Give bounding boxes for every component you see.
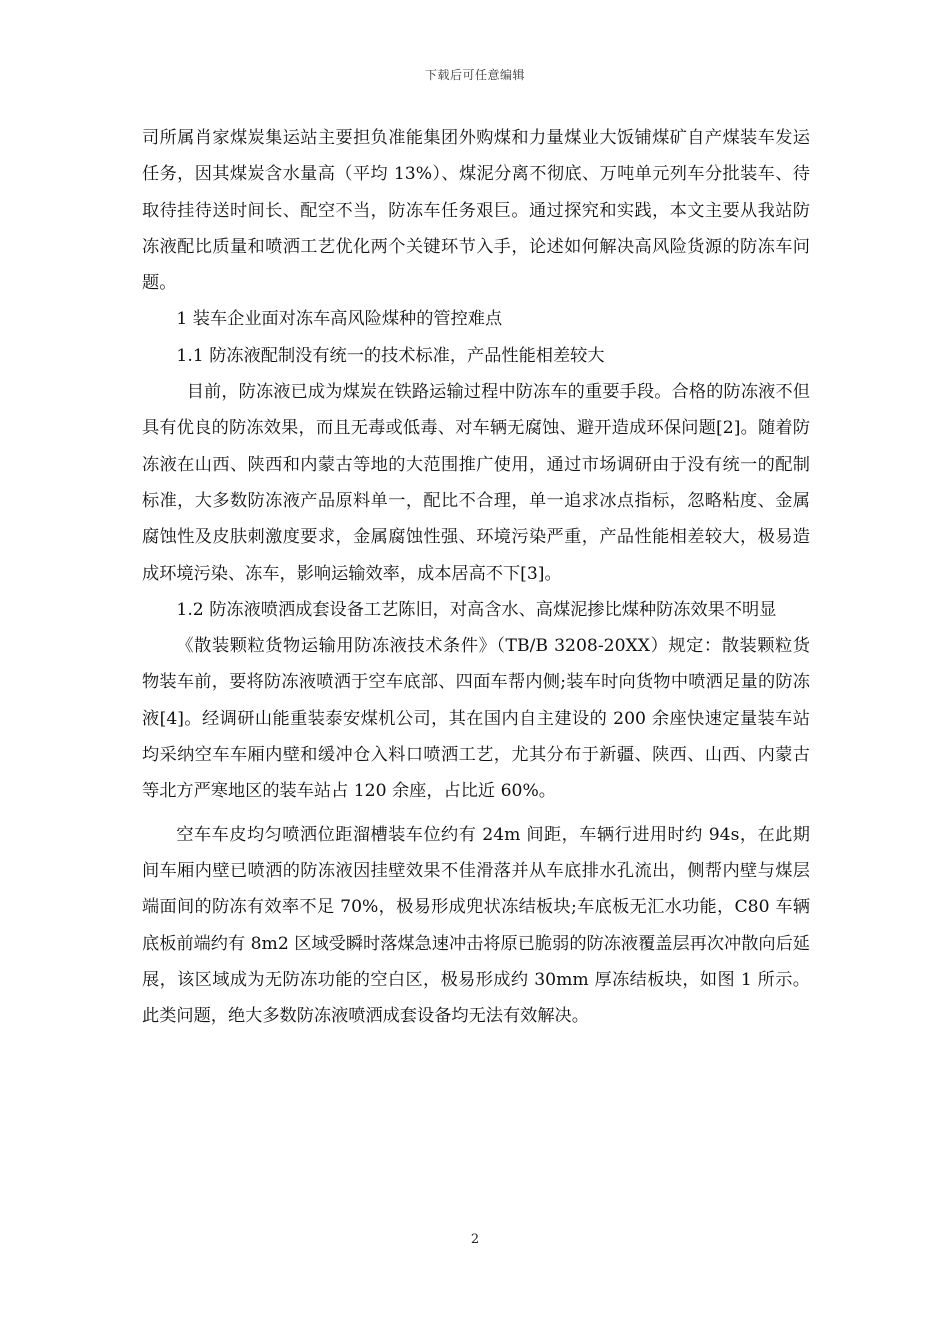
paragraph-intro-continued: 司所属肖家煤炭集运站主要担负准能集团外购煤和力量煤业大饭铺煤矿自产煤装车发运任务，因其煤炭含水量高（平均 13%）、煤泥分离不彻底、万吨单元列车分批装车、待取待挂待送时间长、配空不当，防冻车任务艰巨。通过探究和实践，本文主要从我站防冻液配比质量和喷洒工艺优化两个关键环节入手，论述如何解决高风险货源的防冻车问题。 — [142, 128, 810, 294]
subsection-heading-1-2: 1.2 防冻液喷洒成套设备工艺陈旧，对高含水、高煤泥掺比煤种防冻效果不明显 — [176, 599, 777, 620]
page-number: 2 — [470, 1232, 480, 1247]
section-heading-1: 1 装车企业面对冻车高风险煤种的管控难点 — [176, 309, 503, 330]
paragraph-1-2-detail: 空车车皮均匀喷洒位距溜槽装车位约有 24m 间距，车辆行进用时约 94s，在此期间车厢内壁已喷洒的防冻液因挂壁效果不佳滑落并从车底排水孔流出，侧帮内壁与煤层端面间的防冻有效率不足 70%，极易形成兜状冻结板块;车底板无汇水功能，C80 车辆底板前端约有 8m2 区域受瞬时落煤急速冲击将原已脆弱的防冻液覆盖层再次冲散向后延展，该区域成为无防冻功能的空白区，极易形成约 30mm 厚冻结板块，如图 1 所示。此类问题，绝大多数防冻液喷洒成套设备均无法有效解决。 — [142, 824, 810, 1027]
page-header-note: 下载后可任意编辑 — [424, 68, 525, 82]
subsection-heading-1-1: 1.1 防冻液配制没有统一的技术标准，产品性能相差较大 — [176, 345, 605, 366]
paragraph-1-1-body: 目前，防冻液已成为煤炭在铁路运输过程中防冻车的重要手段。合格的防冻液不但具有优良的防冻效果，而且无毒或低毒、对车辆无腐蚀、避开造成环保问题[2]。随着防冻液在山西、陕西和内蒙古等地的大范围推广使用，通过市场调研由于没有统一的配制标准，大多数防冻液产品原料单一，配比不合理，单一追求冰点指标，忽略粘度、金属腐蚀性及皮肤刺激度要求，金属腐蚀性强、环境污染严重，产品性能相差较大，极易造成环境污染、冻车，影响运输效率，成本居高不下[3]。 — [142, 382, 810, 584]
paragraph-1-2-body: 《散装颗粒货物运输用防冻液技术条件》（TB/B 3208-20XX）规定：散装颗粒货物装车前，要将防冻液喷洒于空车底部、四面车帮内侧;装车时向货物中喷洒足量的防冻液[4]。经调研山能重装泰安煤机公司，其在国内自主建设的 200 余座快速定量装车站均采纳空车车厢内壁和缓冲仓入料口喷洒工艺，尤其分布于新疆、陕西、山西、内蒙古等北方严寒地区的装车站占 120 余座，占比近 60%。 — [142, 636, 810, 802]
document-body — [142, 120, 810, 1034]
